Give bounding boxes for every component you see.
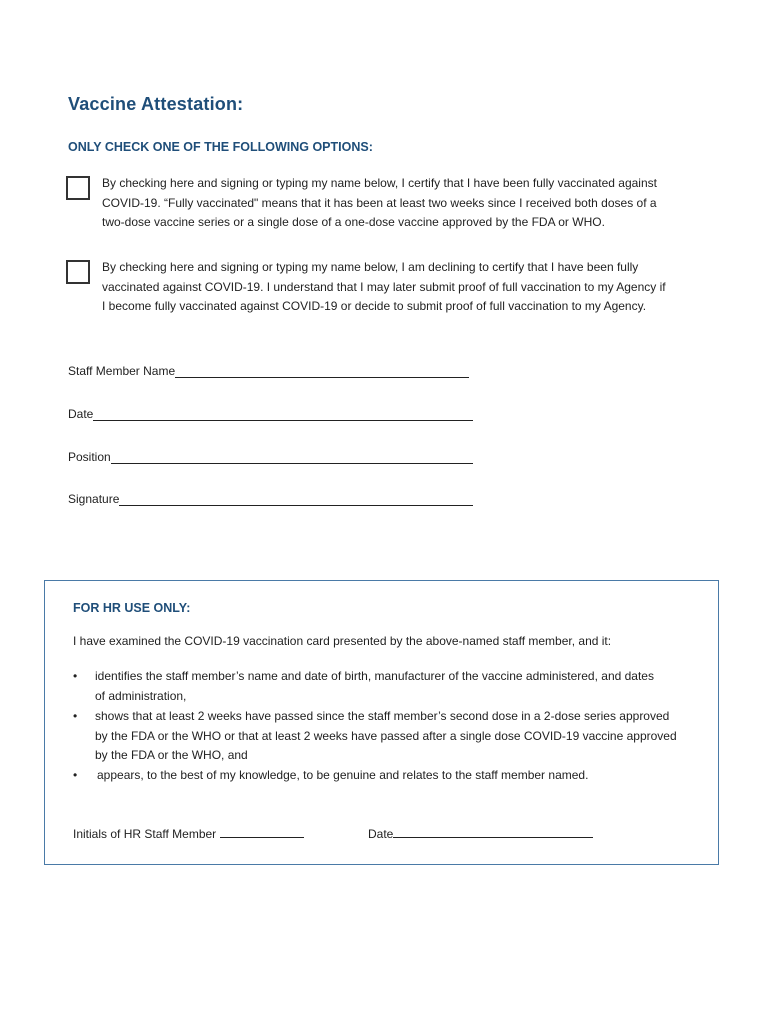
- position-field[interactable]: [68, 450, 473, 464]
- option-declining-text: [102, 258, 702, 317]
- options-instruction: ONLY CHECK ONE OF THE FOLLOWING OPTIONS:: [68, 140, 373, 154]
- signature-field[interactable]: [68, 492, 473, 506]
- hr-date-label: Date: [368, 827, 394, 841]
- option-vaccinated-text: [102, 174, 702, 233]
- hr-checklist: [73, 667, 703, 785]
- bullet-icon: •: [73, 709, 78, 723]
- bullet-icon: •: [73, 767, 78, 782]
- page-title: Vaccine Attestation:: [68, 94, 244, 114]
- signature-label: Signature: [68, 492, 120, 506]
- list-item-line: identifies the staff member’s name and date of birth, manufacturer of the vaccine administered, and dates: [95, 669, 654, 683]
- option-text-line: By checking here and signing or typing my name below, I certify that I have been fully vaccinated against: [102, 176, 657, 190]
- position-label: Position: [68, 450, 111, 464]
- declining-checkbox[interactable]: [66, 260, 90, 284]
- hr-initials-label: Initials of HR Staff Member: [73, 827, 217, 841]
- signature-line[interactable]: [119, 493, 473, 506]
- hr-intro: I have examined the COVID-19 vaccination card presented by the above-named staff member, and it:: [73, 634, 612, 648]
- position-line[interactable]: [111, 451, 473, 464]
- list-item-line: by the FDA or the WHO, and: [95, 748, 248, 762]
- list-item: [73, 667, 703, 706]
- option-text-line: I become fully vaccinated against COVID-19 or decide to submit proof of full vaccination to my Agency.: [102, 299, 647, 313]
- hr-initials-line[interactable]: [220, 825, 304, 838]
- list-item: [73, 766, 703, 786]
- list-item-line: by the FDA or the WHO or that at least 2 weeks have passed after a single dose COVID-19 vaccine approved: [95, 728, 677, 743]
- option-text-line: two-dose vaccine series or a single dose of a one-dose vaccine approved by the FDA or WHO.: [102, 215, 605, 229]
- hr-use-box: [44, 580, 719, 865]
- option-text-line: By checking here and signing or typing my name below, I am declining to certify that I have been fully: [102, 260, 639, 274]
- list-item-line: of administration,: [95, 688, 187, 703]
- date-label: Date: [68, 407, 94, 421]
- date-line[interactable]: [93, 408, 473, 421]
- staff-name-label: Staff Member Name: [68, 364, 176, 378]
- hr-initials-field[interactable]: [73, 825, 304, 841]
- hr-title: FOR HR USE ONLY:: [73, 601, 191, 615]
- staff-name-line[interactable]: [175, 365, 469, 378]
- vaccinated-checkbox[interactable]: [66, 176, 90, 200]
- hr-date-line[interactable]: [393, 825, 593, 838]
- staff-name-field[interactable]: [68, 364, 469, 378]
- option-text-line: vaccinated against COVID-19. I understand that I may later submit proof of full vaccination to my Agency if: [102, 279, 666, 294]
- option-text-line: COVID-19. “Fully vaccinated" means that it has been at least two weeks since I received both doses of a: [102, 195, 657, 210]
- list-item: [73, 707, 703, 766]
- list-item-line: shows that at least 2 weeks have passed since the staff member’s second dose in a 2-dose series approved: [95, 709, 670, 723]
- list-item-line: appears, to the best of my knowledge, to be genuine and relates to the staff member named.: [97, 767, 589, 782]
- bullet-icon: •: [73, 669, 78, 683]
- date-field[interactable]: [68, 407, 473, 421]
- hr-date-field[interactable]: [368, 825, 593, 841]
